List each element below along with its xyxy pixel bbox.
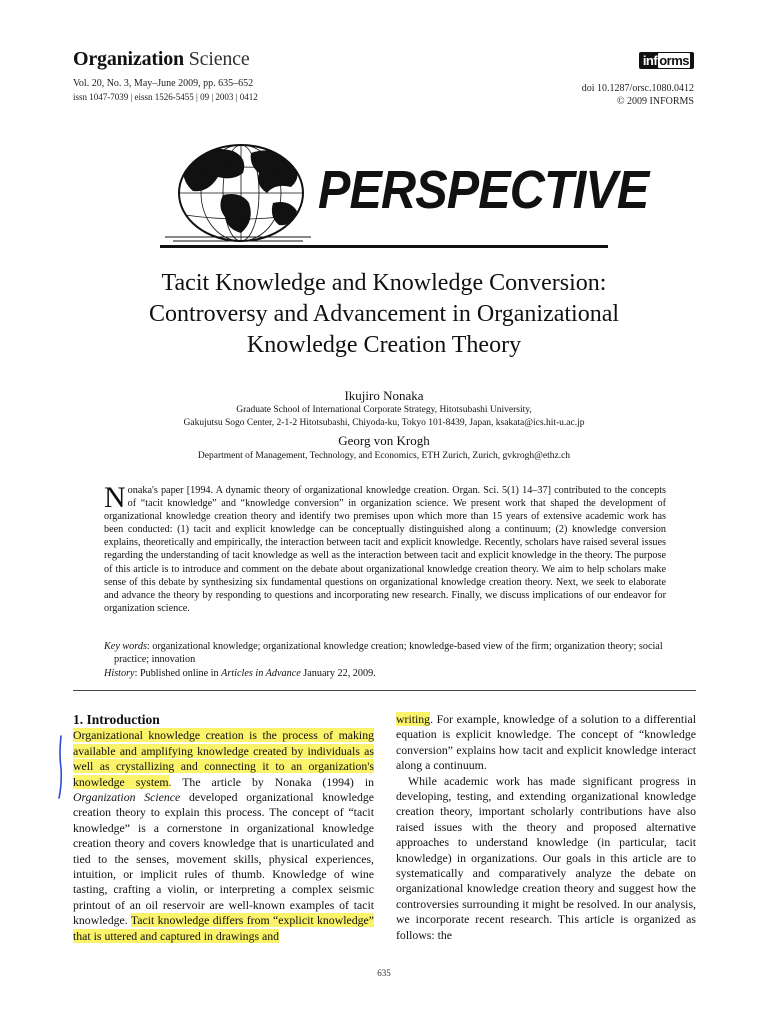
author-name-1: Ikujiro Nonaka — [344, 388, 424, 403]
page-number: 635 — [377, 968, 391, 978]
doi-line: doi 10.1287/orsc.1080.0412 — [581, 83, 694, 94]
highlight-1: Organizational knowledge creation is the process of making available and amplifying knowledge created by individuals as well as crystallizing and connecting it to an organization's knowledge system — [73, 728, 374, 789]
history-date: January 22, 2009. — [300, 668, 376, 679]
informs-logo — [639, 52, 694, 69]
title-line-3: Knowledge Creation Theory — [246, 332, 522, 358]
globe-illustration-icon — [163, 133, 313, 245]
intro-paragraph-1 — [73, 728, 374, 944]
banner-rule — [160, 245, 608, 248]
author-affil-2: Department of Management, Technology, and Economics, ETH Zurich, Zurich, gvkrogh@ethz.ch — [197, 451, 571, 461]
keywords-text: : organizational knowledge; organizational knowledge creation; knowledge-based view of the firm; organization theory; social practice; innovation — [114, 641, 663, 665]
author-affil-1b: Gakujutsu Sogo Center, 2-1-2 Hitotsubashi, Chiyoda-ku, Tokyo 101-8439, Japan, ksakata@ics.hit-u.ac.jp — [183, 418, 585, 428]
journal-name-sci: Science — [183, 48, 250, 70]
keywords-label: Key words — [104, 641, 147, 652]
section-rule — [73, 690, 696, 691]
abstract — [104, 481, 666, 615]
highlight-3: writing — [396, 712, 431, 726]
p2-text: . For example, knowledge of a solution to a differential equation is explicit knowledge. The concept of “knowledge conversion” explains how tacit and explicit knowledge interact along a continuum. — [396, 712, 696, 773]
journal-name — [73, 48, 250, 71]
history-italic: Articles in Advance — [221, 668, 301, 679]
informs-logo-a: inf — [642, 53, 658, 68]
informs-logo-b: orms — [659, 53, 689, 68]
intro-paragraph-1-cont — [396, 712, 696, 774]
volume-line: Vol. 20, No. 3, May–June 2009, pp. 635–652 — [73, 78, 254, 89]
pen-annotation-mark — [56, 734, 66, 800]
journal-name-org: Organization — [73, 48, 184, 70]
keywords — [104, 640, 676, 666]
p1-text-b: developed organizational knowledge creation theory to explain this process. The concept of “tacit knowledge” is a cornerstone in organizational knowledge creation theory and covers knowledge that is unarticulated and tied to the senses, movement skills, physical experiences, intuition, or implicit rules of thumb. Knowledge of wine tasting, crafting a violin, or interpreting a complex seismic printout of an oil reservoir are well-known examples of tacit knowledge. — [73, 790, 374, 928]
title-line-1: Tacit Knowledge and Knowledge Conversion: — [161, 270, 607, 296]
perspective-banner: PERSPECTIVE — [318, 160, 649, 220]
intro-paragraph-2: While academic work has made significant progress in developing, testing, and extending organizational knowledge creation theory, important scholarly contributions have also raised issues with the theory and proposed alternative approaches to understand knowledge (in particular, tacit knowledge) in organizations. Our goals in this article are to systematically and comparatively analyze the debate on organizational knowledge creation theory and suggest how the controversies surrounding it might be resolved. In our analysis, we incorporate recent research. This article is organized as follows: the — [396, 773, 696, 942]
title-line-2: Controversy and Advancement in Organizational — [148, 301, 620, 327]
history-label: History — [104, 668, 135, 679]
section-heading: 1. Introduction — [73, 712, 160, 727]
history-text: : Published online in — [134, 668, 222, 679]
p1-journal: Organization Science — [73, 790, 181, 805]
author-name-2: Georg von Krogh — [338, 433, 430, 448]
author-affil-1a: Graduate School of International Corporate Strategy, Hitotsubashi University, — [236, 405, 532, 415]
p1-text-a: . The article by Nonaka (1994) in — [168, 774, 375, 789]
paper-title — [100, 268, 668, 361]
highlight-2: Tacit knowledge differs from “explicit knowledge” that is uttered and captured in drawings and — [73, 913, 374, 943]
abstract-dropcap: N — [104, 481, 126, 514]
copyright-line: © 2009 INFORMS — [616, 96, 694, 107]
history — [104, 667, 666, 680]
body-column-right — [396, 712, 696, 943]
abstract-text: onaka's paper [1994. A dynamic theory of organizational knowledge creation. Organ. Sci. 5(1) 14–37] contributed to the concepts of “tacit knowledge” and “knowledge conversion” in organization science. We present work that shaped the development of organizational knowledge creation theory and identify two premises upon which more than 15 years of extensive academic work has been conducted: (1) tacit and explicit knowledge can be conceptually distinguished along a continuum; (2) knowledge conversion explains, theoretically and empirically, the interaction between tacit and explicit knowledge. Recently, scholars have raised several issues regarding the understanding of tacit knowledge as well as the interaction between tacit and explicit knowledge in the theory. The purpose of this article is to introduce and comment on the debate about organizational knowledge creation theory. We aim to help scholars make sense of this debate by synthesizing six fundamental questions on organizational knowledge creation theory. Next, we seek to elaborate and advance the theory by responding to questions and incorporating new research. Finally, we discuss implications of our endeavor for organization science. — [104, 485, 666, 614]
body-column-left — [73, 712, 374, 944]
issn-line: issn 1047-7039 | eissn 1526-5455 | 09 | 2003 | 0412 — [73, 92, 258, 102]
